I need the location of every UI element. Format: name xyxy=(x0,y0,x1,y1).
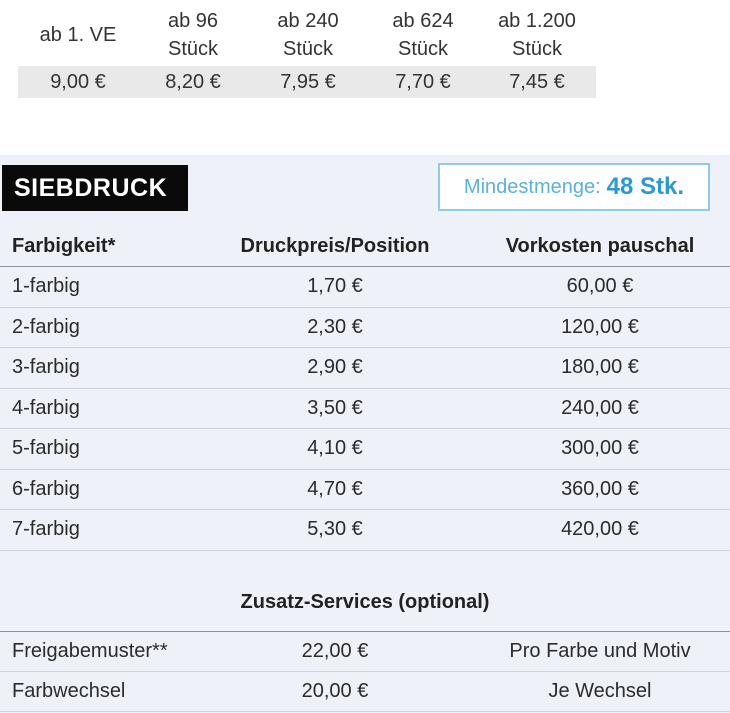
table-row xyxy=(0,389,730,430)
tier-header-3 xyxy=(248,7,368,63)
print-price: 4,70 € xyxy=(307,477,363,500)
setup-cost: 60,00 € xyxy=(566,275,634,298)
extra-service-name: Freigabemuster** xyxy=(12,639,168,662)
column-header-print-price: Druckpreis/Position xyxy=(240,235,430,257)
table-row xyxy=(0,470,730,511)
tier-header-line: ab 1. VE xyxy=(39,24,117,46)
print-price: 3,50 € xyxy=(307,396,363,419)
price-tier-table xyxy=(18,4,596,98)
setup-cost: 240,00 € xyxy=(561,396,639,419)
tier-price: 7,70 € xyxy=(395,70,451,93)
tier-header-4 xyxy=(368,7,478,63)
extras-section-title: Zusatz-Services (optional) xyxy=(240,591,490,613)
tier-header-2 xyxy=(138,7,248,63)
table-header-row xyxy=(0,227,730,267)
tier-header-1 xyxy=(18,21,138,49)
setup-cost: 180,00 € xyxy=(561,356,639,379)
color-count: 5-farbig xyxy=(12,437,80,460)
setup-cost: 120,00 € xyxy=(561,315,639,338)
setup-cost: 420,00 € xyxy=(561,518,639,541)
table-row xyxy=(0,429,730,470)
extra-service-price: 22,00 € xyxy=(301,639,369,662)
tier-header-5 xyxy=(478,7,596,63)
print-price: 1,70 € xyxy=(307,275,363,298)
tier-header-line: Stück xyxy=(167,38,219,60)
table-row xyxy=(0,672,730,713)
siebdruck-panel xyxy=(0,155,730,713)
tier-price-row xyxy=(18,66,596,98)
extra-service-note: Pro Farbe und Motiv xyxy=(509,639,691,662)
table-row xyxy=(0,510,730,551)
minimum-quantity-label: Mindestmenge: xyxy=(463,175,601,198)
tier-header-row xyxy=(18,4,596,66)
extra-service-price: 20,00 € xyxy=(301,679,369,702)
print-price: 2,30 € xyxy=(307,315,363,338)
minimum-quantity-box xyxy=(438,163,710,211)
color-count: 3-farbig xyxy=(12,356,80,379)
tier-price: 9,00 € xyxy=(50,70,106,93)
minimum-quantity-value: 48 Stk. xyxy=(606,173,685,200)
tier-price: 7,45 € xyxy=(509,70,565,93)
print-price: 4,10 € xyxy=(307,437,363,460)
tier-header-line: ab 96 xyxy=(167,10,219,32)
tier-header-line: Stück xyxy=(282,38,334,60)
tier-header-line: Stück xyxy=(397,38,449,60)
column-header-colors: Farbigkeit* xyxy=(12,235,116,257)
extra-service-note: Je Wechsel xyxy=(548,679,652,702)
tier-header-line: Stück xyxy=(511,38,563,60)
tier-header-line: ab 624 xyxy=(392,10,454,32)
tier-price: 7,95 € xyxy=(280,70,336,93)
setup-cost: 360,00 € xyxy=(561,477,639,500)
print-price: 2,90 € xyxy=(307,356,363,379)
column-header-setup-cost: Vorkosten pauschal xyxy=(505,235,695,257)
color-count: 1-farbig xyxy=(12,275,80,298)
color-count: 2-farbig xyxy=(12,315,80,338)
siebdruck-title-badge: SIEBDRUCK xyxy=(2,165,188,211)
table-row xyxy=(0,308,730,349)
tier-header-line: ab 240 xyxy=(277,10,339,32)
extras-table xyxy=(0,631,730,712)
extra-service-name: Farbwechsel xyxy=(12,679,126,702)
color-count: 4-farbig xyxy=(12,396,80,419)
tier-price: 8,20 € xyxy=(165,70,221,93)
table-row xyxy=(0,631,730,672)
tier-header-line: ab 1.200 xyxy=(498,10,576,32)
table-row xyxy=(0,348,730,389)
table-row xyxy=(0,267,730,308)
setup-cost: 300,00 € xyxy=(561,437,639,460)
print-price: 5,30 € xyxy=(307,518,363,541)
print-price-table xyxy=(0,227,730,551)
color-count: 7-farbig xyxy=(12,518,80,541)
color-count: 6-farbig xyxy=(12,477,80,500)
